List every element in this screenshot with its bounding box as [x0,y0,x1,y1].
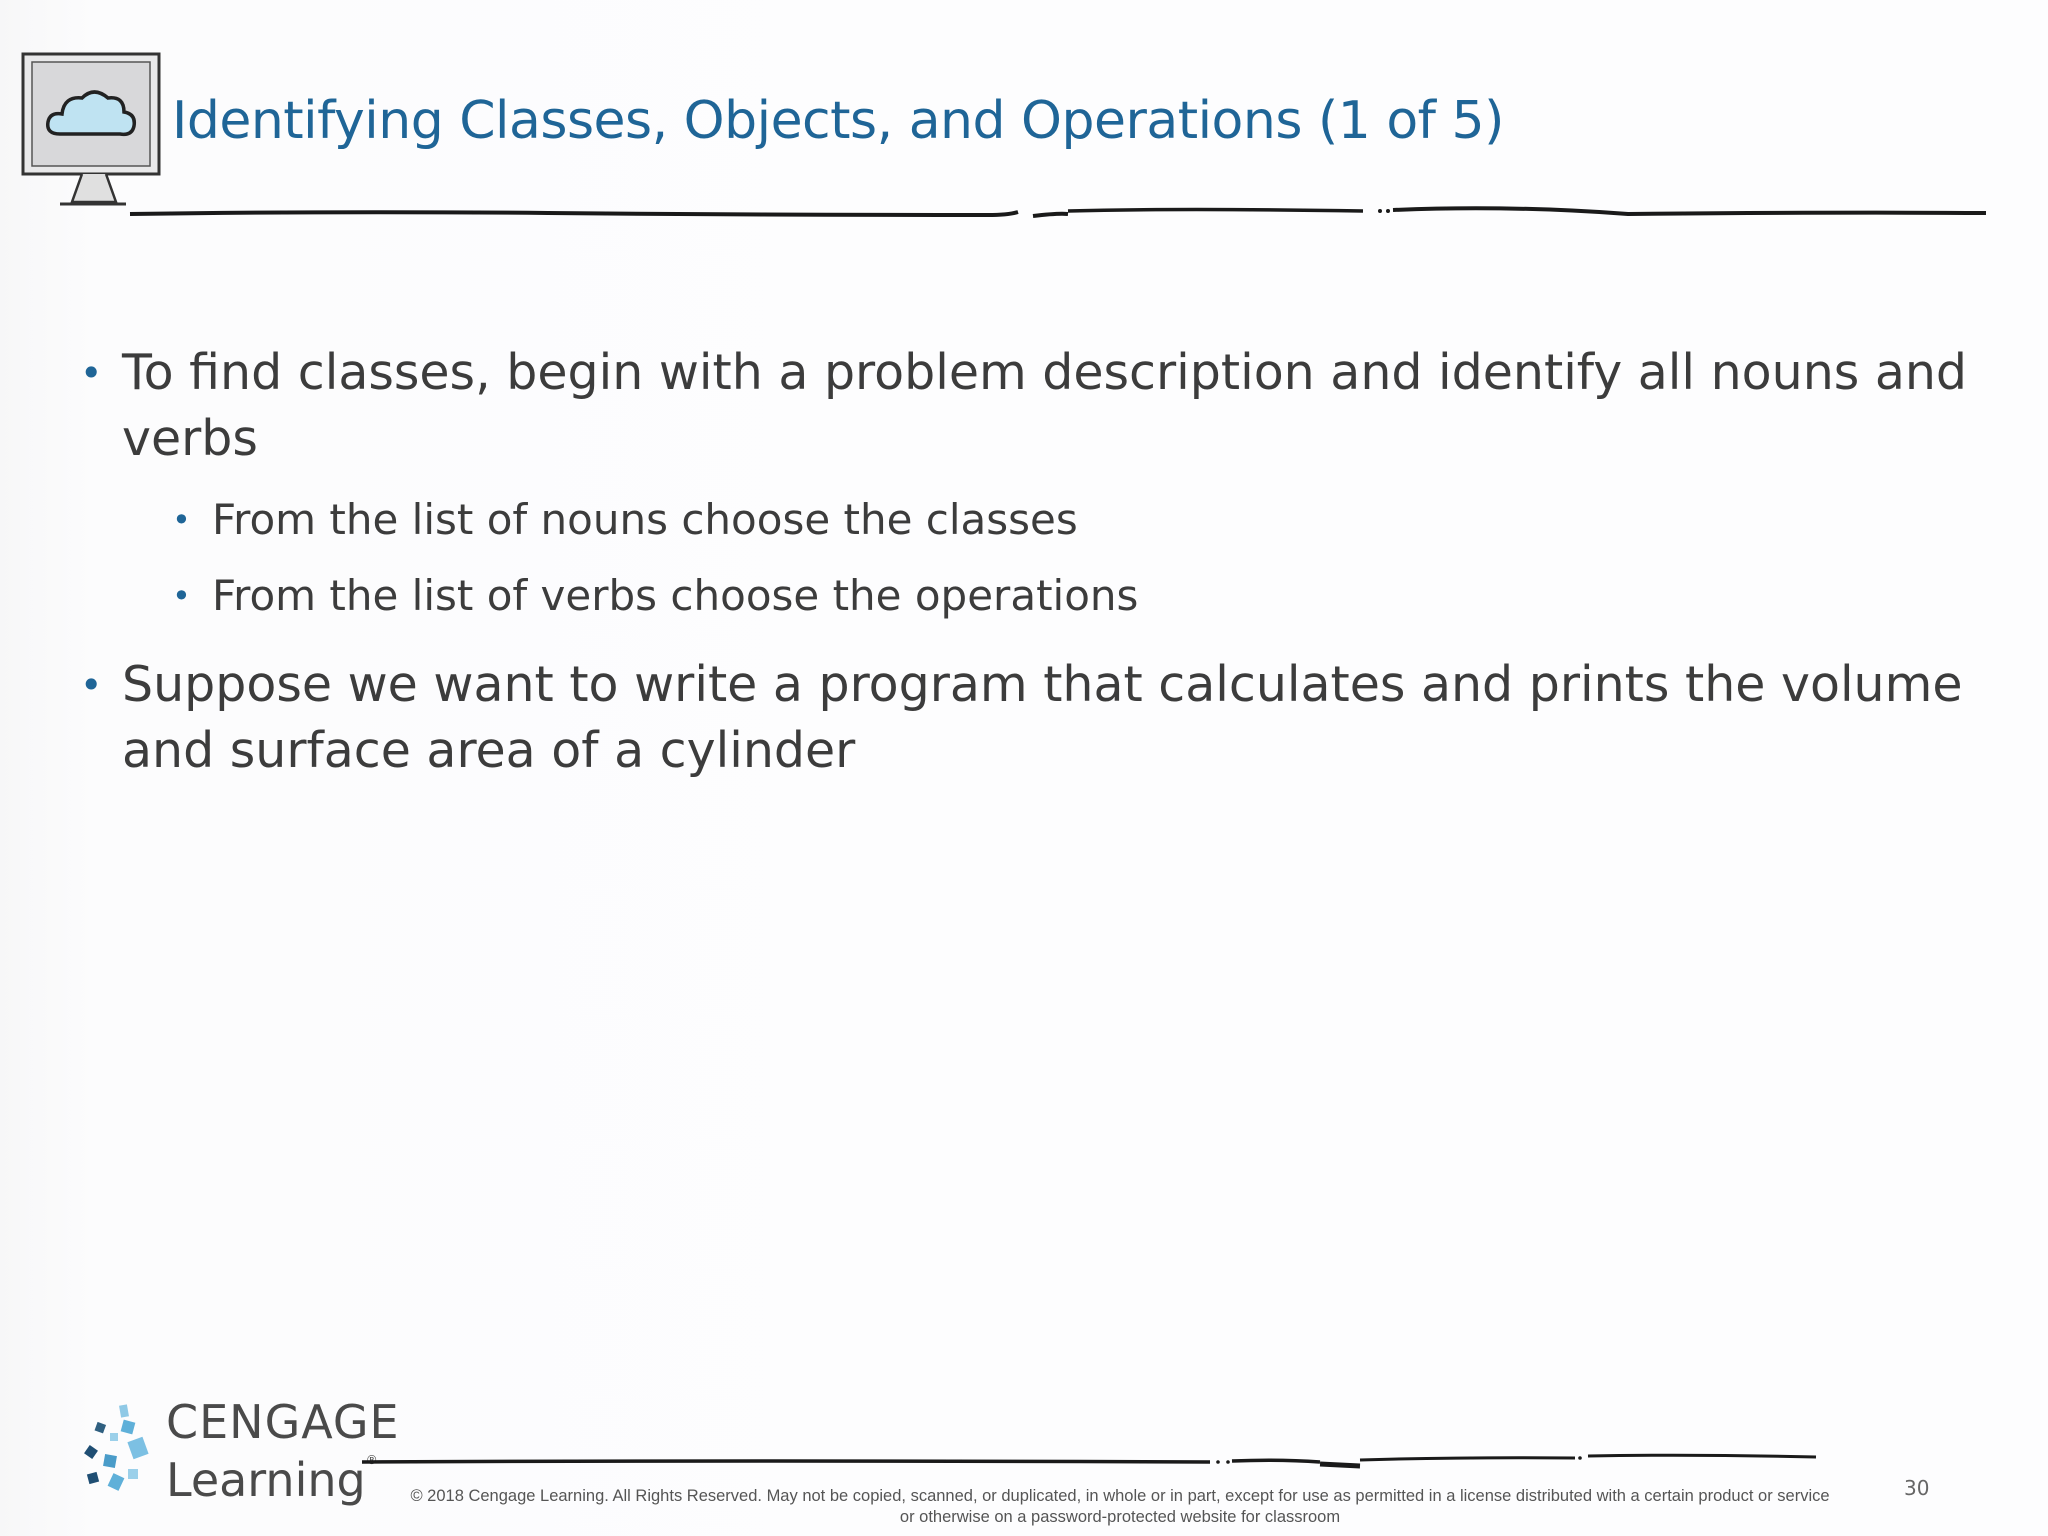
bullet-icon: • [172,577,191,615]
footer-rule [360,1452,1820,1472]
copyright-line: or otherwise on a password-protected website for classroom [899,1508,1341,1526]
bullet-icon: • [80,351,103,395]
sub-bullet-text: From the list of nouns choose the classes [212,495,1078,544]
list-item [172,482,1980,558]
list-item [80,340,1980,472]
bullet-icon: • [172,501,191,539]
list-item [80,652,1980,784]
logo-text-learning [166,1453,378,1507]
cengage-learning-logo [80,1395,400,1525]
title-underline [128,196,1988,226]
logo-mark-icon [80,1403,160,1513]
registered-mark: ® [365,1453,378,1467]
bullet-icon: • [80,663,103,707]
slide-title: Identifying Classes, Objects, and Operations (1 of 5) [172,91,1504,151]
page-number: 30 [1904,1476,1930,1500]
bullet-text: Suppose we want to write a program that calculates and prints the volume and surface area of a cylinder [122,656,1963,779]
cloud-monitor-icon [20,52,165,212]
sub-bullet-list [80,482,1980,634]
copyright-line: © 2018 Cengage Learning. All Rights Reserved. May not be copied, scanned, or duplicated, in whole or in part, except for use as permitted in a license distributed with a certain product or service [410,1487,1830,1505]
bullet-list [80,340,1980,794]
logo-text-learning-label: Learning [166,1453,366,1507]
bullet-text: To find classes, begin with a problem description and identify all nouns and verbs [122,344,1968,467]
copyright-notice [370,1486,1870,1528]
sub-bullet-text: From the list of verbs choose the operations [212,571,1139,620]
logo-text-cengage: CENGAGE [166,1395,400,1449]
list-item [172,558,1980,634]
